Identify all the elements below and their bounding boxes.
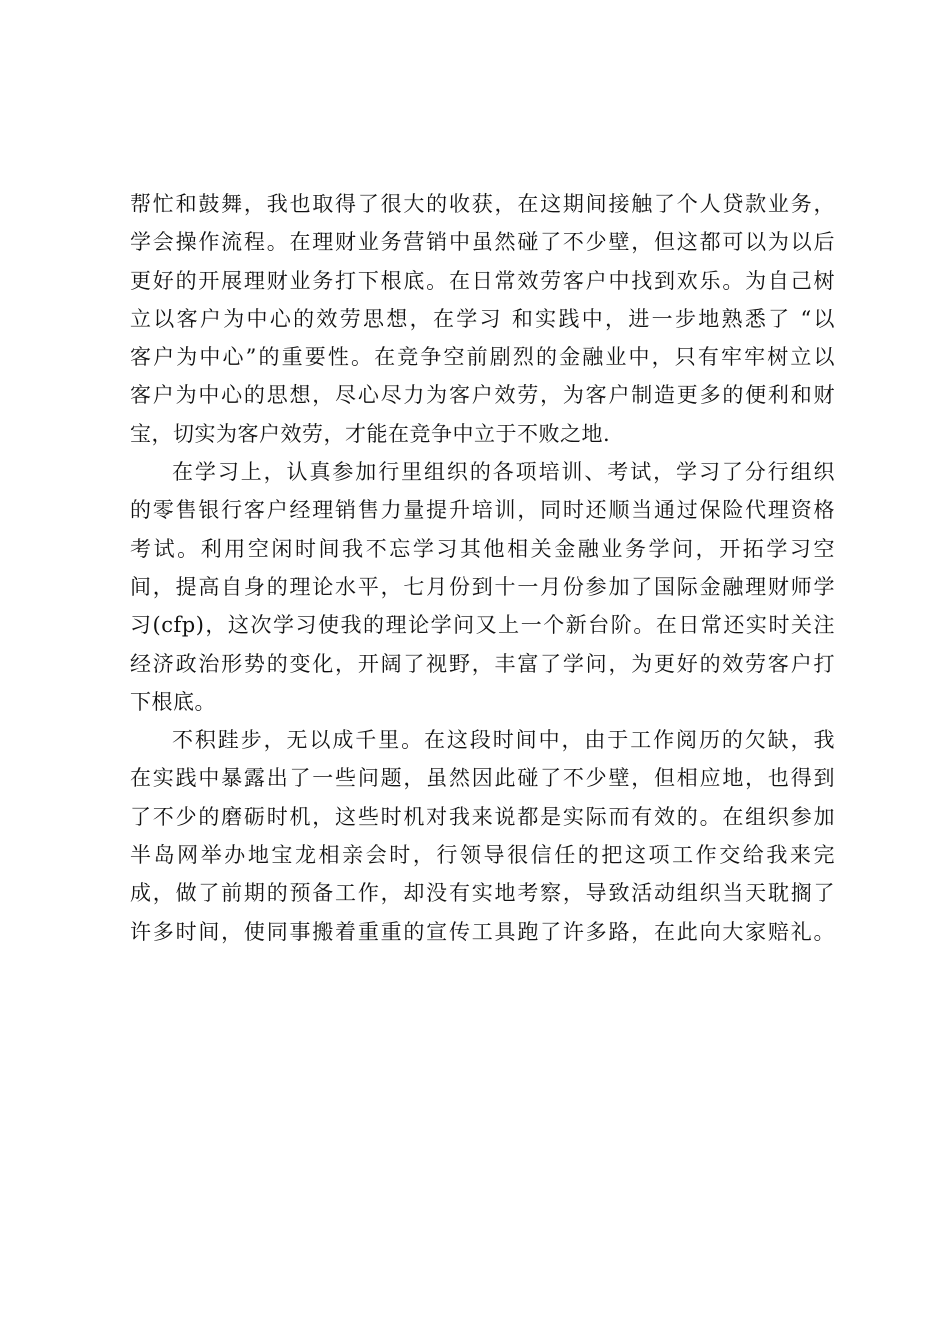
paragraph-2-line-4: 间，提高自身的理论水平，七月份到十一月份参加了国际金融理财师学 bbox=[130, 574, 835, 599]
paragraph-3-line-2: 在实践中暴露出了一些问题，虽然因此碰了不少壁，但相应地，也得到 bbox=[130, 766, 835, 791]
paragraph-3-line-5: 成，做了前期的预备工作，却没有实地考察，导致活动组织当天耽搁了 bbox=[130, 881, 835, 906]
paragraph-1-line-6: 客户为中心的思想，尽心尽力为客户效劳，为客户制造更多的便利和财 bbox=[130, 383, 835, 408]
paragraph-3-line-1: 不积跬步，无以成千里。在这段时间中，由于工作阅历的欠缺，我 bbox=[172, 728, 835, 753]
paragraph-2-line-3: 考试。利用空闲时间我不忘学习其他相关金融业务学问，开拓学习空 bbox=[130, 536, 835, 561]
paragraph-3-line-6: 许多时间，使同事搬着重重的宣传工具跑了许多路，在此向大家赔礼。 bbox=[130, 919, 835, 944]
document-body bbox=[130, 185, 835, 951]
paragraph-2-line-2: 的零售银行客户经理销售力量提升培训，同时还顺当通过保险代理资格 bbox=[130, 498, 835, 523]
paragraph-1-line-3: 更好的开展理财业务打下根底。在日常效劳客户中找到欢乐。为自己树 bbox=[130, 268, 835, 293]
paragraph-1-line-4: 立以客户为中心的效劳思想，在学习 和实践中，进一步地熟悉了 “以 bbox=[130, 306, 835, 331]
paragraph-1-line-7: 宝，切实为客户效劳，才能在竞争中立于不败之地. bbox=[130, 421, 611, 446]
paragraph-2-line-6: 经济政治形势的变化，开阔了视野，丰富了学问，为更好的效劳客户打 bbox=[130, 651, 835, 676]
paragraph-1-line-2: 学会操作流程。在理财业务营销中虽然碰了不少壁，但这都可以为以后 bbox=[130, 230, 835, 255]
paragraph-3-line-3: 了不少的磨砺时机，这些时机对我来说都是实际而有效的。在组织参加 bbox=[130, 804, 835, 829]
paragraph-2-line-7: 下根底。 bbox=[130, 689, 216, 714]
paragraph-3-line-4: 半岛网举办地宝龙相亲会时，行领导很信任的把这项工作交给我来完 bbox=[130, 843, 835, 868]
paragraph-1-line-5: 客户为中心”的重要性。在竞争空前剧烈的金融业中，只有牢牢树立以 bbox=[130, 345, 835, 370]
paragraph-1-line-1: 帮忙和鼓舞，我也取得了很大的收获，在这期间接触了个人贷款业务， bbox=[130, 192, 835, 216]
paragraph-2-line-1: 在学习上，认真参加行里组织的各项培训、考试，学习了分行组织 bbox=[172, 460, 835, 485]
paragraph-2-line-5: 习(cfp)，这次学习使我的理论学问又上一个新台阶。在日常还实时关注 bbox=[130, 613, 835, 638]
